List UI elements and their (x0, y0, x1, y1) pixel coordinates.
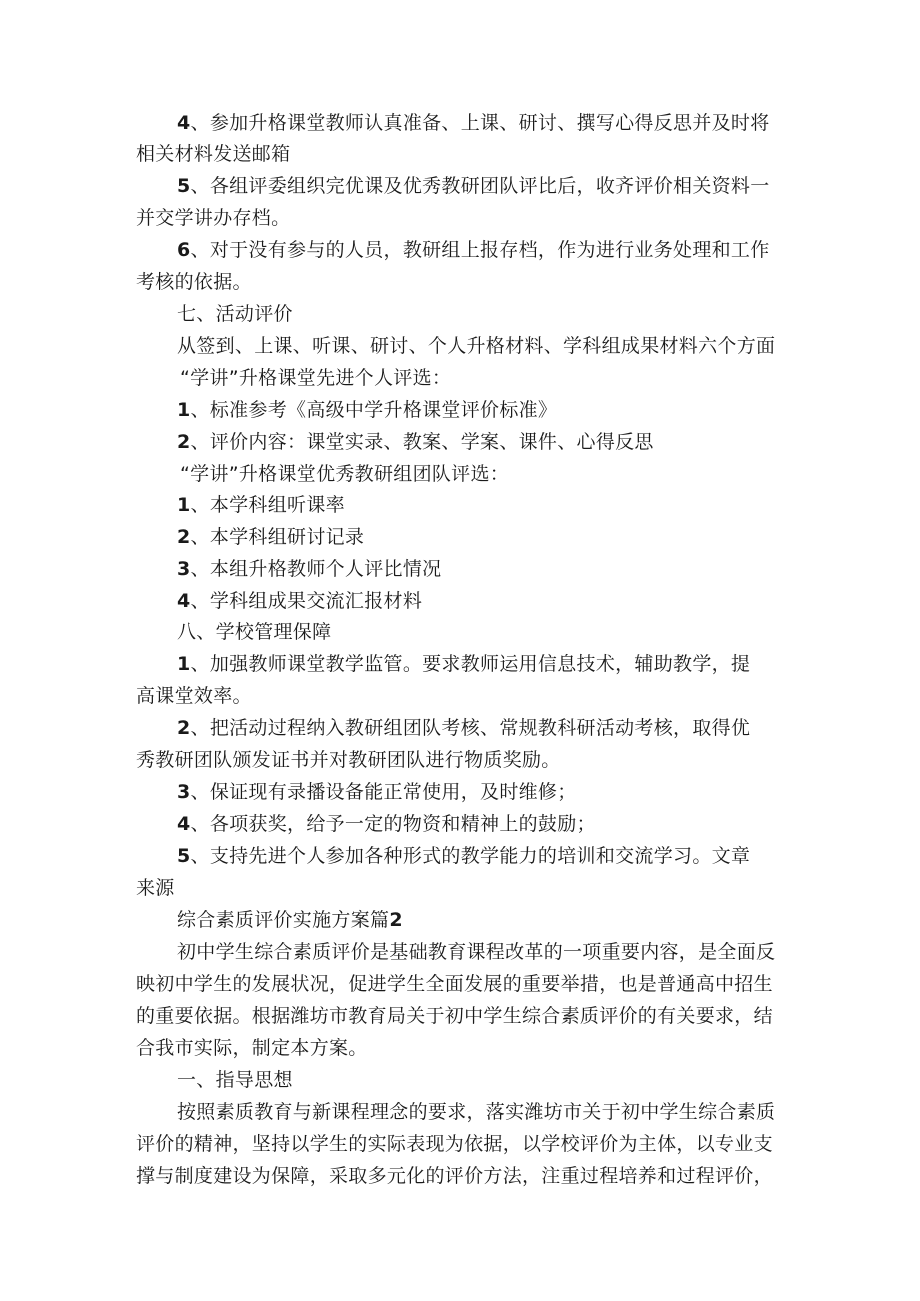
paragraph-line: 相关材料发送邮箱 (136, 143, 291, 165)
paragraph-line: 秀教研团队颁发证书并对教研团队进行物质奖励。 (136, 749, 561, 771)
list-item: 4、各项获奖，给予一定的物资和精神上的鼓励； (177, 813, 596, 835)
paragraph-line: 按照素质教育与新课程理念的要求，落实潍坊市关于初中学生综合素质 (177, 1101, 776, 1123)
list-item: 5、各组评委组织完优课及优秀教研团队评比后，收齐评价相关资料一 (177, 175, 770, 197)
paragraph-line: 撑与制度建设为保障，采取多元化的评价方法，注重过程培养和过程评价， (136, 1165, 773, 1187)
paragraph-line: 高课堂效率。 (136, 685, 252, 707)
paragraph-line: 考核的依据。 (136, 271, 252, 293)
paragraph-line: 并交学讲办存档。 (136, 207, 291, 229)
paragraph-line: 来源 (136, 877, 175, 899)
list-item: 3、本组升格教师个人评比情况 (177, 558, 442, 580)
list-item: 4、参加升格课堂教师认真准备、上课、研讨、撰写心得反思并及时将 (177, 112, 770, 134)
list-item: 1、本学科组听课率 (177, 494, 345, 516)
section-heading: 七、活动评价 (177, 303, 293, 325)
list-item: 3、保证现有录播设备能正常使用，及时维修； (177, 781, 577, 803)
subheading: “学讲”升格课堂优秀教研组团队评选： (180, 463, 510, 485)
section-heading: 一、指导思想 (177, 1069, 293, 1091)
list-item: 6、对于没有参与的人员，教研组上报存档，作为进行业务处理和工作 (177, 239, 770, 261)
list-item: 2、本学科组研讨记录 (177, 526, 365, 548)
list-item: 2、把活动过程纳入教研组团队考核、常规教科研活动考核，取得优 (177, 717, 751, 739)
list-item: 5、支持先进个人参加各种形式的教学能力的培训和交流学习。文章 (177, 845, 751, 867)
paragraph-line: 初中学生综合素质评价是基础教育课程改革的一项重要内容，是全面反 (177, 941, 776, 963)
chapter-title: 综合素质评价实施方案篇2 (177, 909, 403, 931)
paragraph-line: 映初中学生的发展状况，促进学生全面发展的重要举措，也是普通高中招生 (136, 973, 773, 995)
list-item: 1、加强教师课堂教学监管。要求教师运用信息技术，辅助教学，提 (177, 653, 751, 675)
list-item: 4、学科组成果交流汇报材料 (177, 590, 423, 612)
paragraph-line: 的重要依据。根据潍坊市教育局关于初中学生综合素质评价的有关要求，结 (136, 1005, 773, 1027)
paragraph-line: 合我市实际，制定本方案。 (136, 1037, 368, 1059)
paragraph-line: 评价的精神，坚持以学生的实际表现为依据，以学校评价为主体，以专业支 (136, 1133, 773, 1155)
list-item: 2、评价内容：课堂实录、教案、学案、课件、心得反思 (177, 431, 654, 453)
subheading: “学讲”升格课堂先进个人评选： (180, 367, 452, 389)
section-heading: 八、学校管理保障 (177, 621, 332, 643)
paragraph-line: 从签到、上课、听课、研讨、个人升格材料、学科组成果材料六个方面 (177, 335, 776, 357)
list-item: 1、标准参考《高级中学升格课堂评价标准》 (177, 399, 558, 421)
